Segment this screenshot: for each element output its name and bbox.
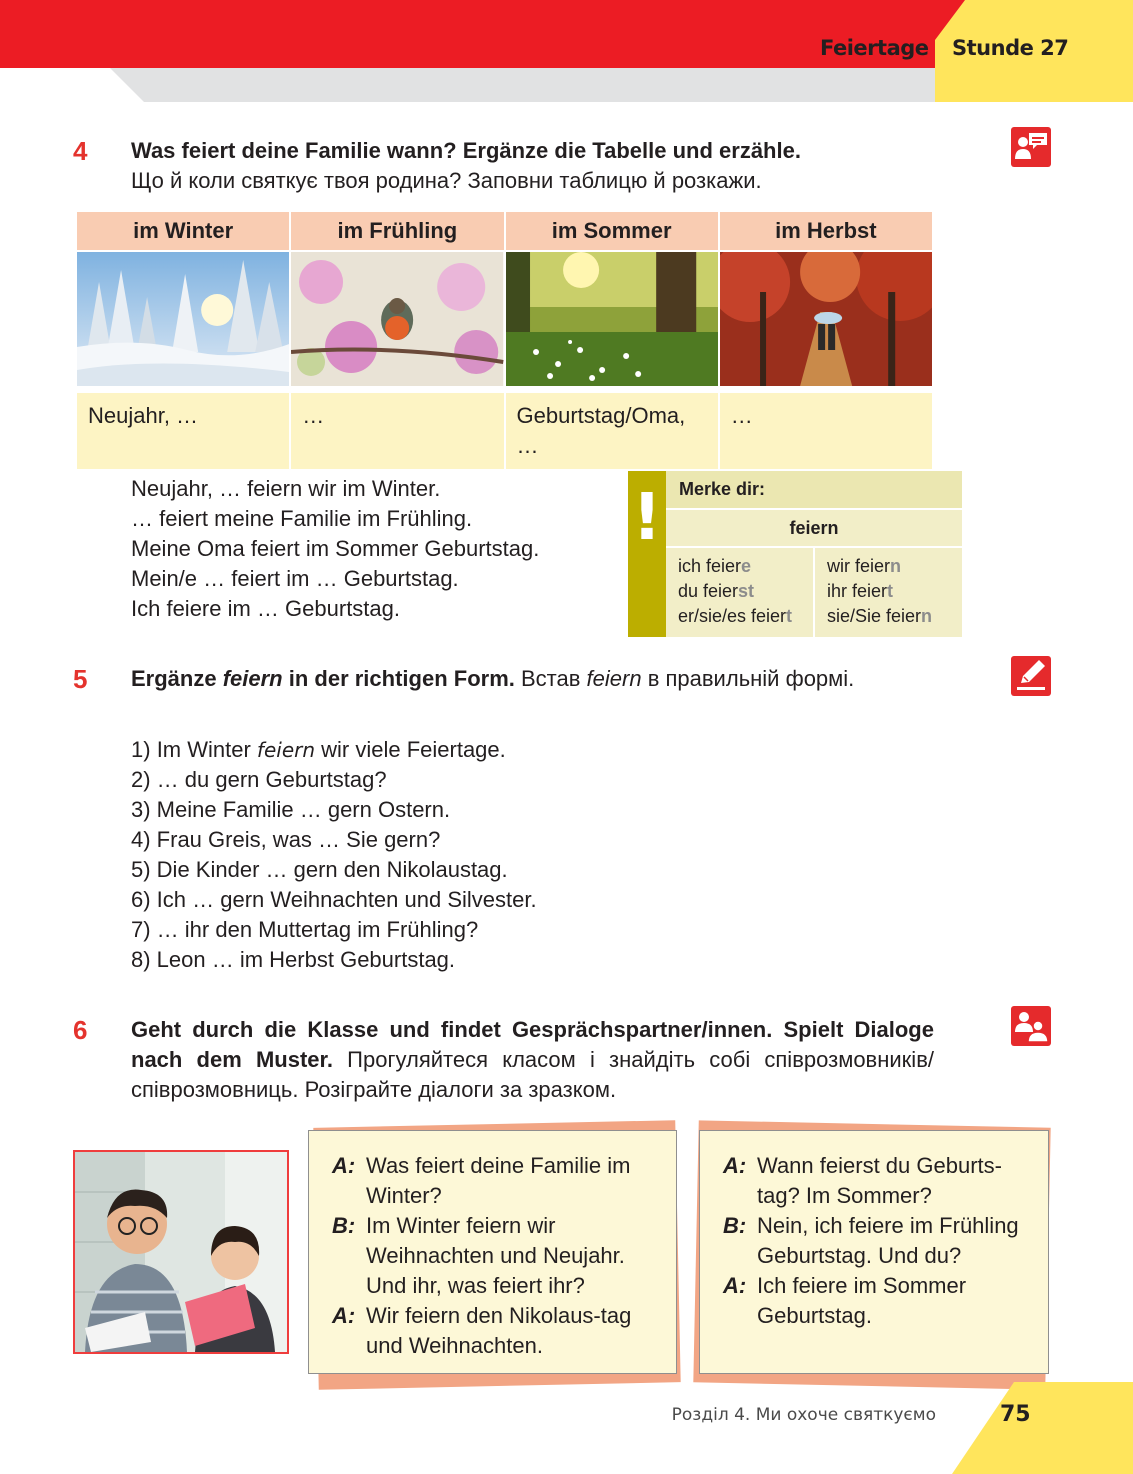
children-photo	[73, 1150, 289, 1354]
conjugation-row: er/sie/es feiert	[678, 606, 793, 626]
autumn-photo	[719, 251, 933, 392]
writing-icon	[1011, 656, 1051, 696]
speaking-icon	[1011, 127, 1051, 167]
seasons-table	[75, 210, 934, 471]
page-number: 75	[1000, 1402, 1031, 1427]
exercise-5-item: 4) Frau Greis, was … Sie gern?	[131, 827, 441, 852]
answer-winter: Neujahr, …	[76, 392, 290, 470]
spring-photo	[290, 251, 504, 392]
answer-summer: Geburtstag/Oma, …	[505, 392, 719, 470]
dialog-card-1	[308, 1130, 677, 1374]
dialog-card-2	[699, 1130, 1049, 1374]
footer-yellow-tab	[952, 1382, 1133, 1474]
answer-autumn: …	[719, 392, 933, 470]
exercise-4-task-uk: Що й коли святкує твоя родина? Заповни таблицю й розкажи.	[131, 168, 762, 193]
exercise-6-task: Geht durch die Klasse und findet Gesprächspartner/innen. Spielt Dialoge nach dem Muster. Прогуляйтеся класом і знайдіть собі співрозмовників/співрозмовниць. Розіграйте діалоги за зразком.	[131, 1017, 934, 1102]
merke-title: Merke dir:	[666, 471, 962, 508]
exercise-5-number: 5	[73, 664, 88, 694]
season-header-autumn: im Herbst	[719, 211, 933, 251]
exercise-5-item: 5) Die Kinder … gern den Nikolaustag.	[131, 857, 508, 882]
dialog-line: B: Im Winter feiern wir Weihnachten und Neujahr. Und ihr, was feiert ihr?	[332, 1213, 625, 1298]
header-grey-band	[110, 68, 950, 102]
exercise-5-item: 6) Ich … gern Weihnachten und Silvester.	[131, 887, 537, 912]
exercise-4-task-de: Was feiert deine Familie wann? Ergänze die Tabelle und erzähle.	[131, 138, 801, 163]
exercise-5-task: Ergänze feiern in der richtigen Form. Встав feiern в правильній формі.	[131, 666, 855, 691]
season-header-spring: im Frühling	[290, 211, 504, 251]
winter-photo	[76, 251, 290, 392]
footer-chapter: Розділ 4. Ми охоче святкуємо	[671, 1405, 936, 1425]
sentence: Meine Oma feiert im Sommer Geburtstag.	[131, 536, 540, 561]
dialog-line: A: Ich feiere im Sommer Geburtstag.	[723, 1273, 967, 1328]
exercise-4-number: 4	[73, 136, 88, 166]
sentence: Mein/e … feiert im … Geburtstag.	[131, 566, 459, 591]
conjugation-row: ihr feiert	[827, 581, 894, 601]
header-topic: Feiertage	[820, 36, 929, 60]
merke-singular	[666, 548, 813, 637]
merke-verb: feiern	[666, 510, 962, 546]
header-red-band	[0, 0, 960, 68]
conjugation-row: wir feiern	[827, 556, 902, 576]
answer-spring: …	[290, 392, 504, 470]
header-lesson: Stunde 27	[952, 36, 1069, 60]
conjugation-row: sie/Sie feiern	[827, 606, 933, 626]
pair-work-icon	[1011, 1006, 1051, 1046]
summer-photo	[505, 251, 719, 392]
exercise-4-task	[131, 136, 934, 196]
sentence: Neujahr, … feiern wir im Winter.	[131, 476, 441, 501]
merke-plural	[815, 548, 962, 637]
dialog-line: A: Wann feierst du Geburts-tag? Im Sommer?	[723, 1153, 1002, 1208]
dialog-line: B: Nein, ich feiere im Frühling Geburtstag. Und du?	[723, 1213, 1019, 1268]
conjugation-row: ich feiere	[678, 556, 752, 576]
exclamation-icon: !	[632, 481, 662, 555]
sentence: Ich feiere im … Geburtstag.	[131, 596, 400, 621]
exercise-5-item: 8) Leon … im Herbst Geburtstag.	[131, 947, 456, 972]
exercise-5-item: 1) Im Winter feiern wir viele Feiertage.	[131, 737, 506, 762]
exercise-4-sentences	[131, 474, 539, 624]
exercise-5-list	[131, 735, 537, 975]
merke-dir-box	[628, 471, 962, 637]
exercise-5-item: 7) … ihr den Muttertag im Frühling?	[131, 917, 479, 942]
exercise-5-item: 2) … du gern Geburtstag?	[131, 767, 387, 792]
exercise-6-number: 6	[73, 1015, 88, 1045]
season-header-winter: im Winter	[76, 211, 290, 251]
conjugation-row: du feierst	[678, 581, 755, 601]
sentence: … feiert meine Familie im Frühling.	[131, 506, 473, 531]
dialog-line: A: Was feiert deine Familie im Winter?	[332, 1153, 631, 1208]
exercise-5-item: 3) Meine Familie … gern Ostern.	[131, 797, 451, 822]
season-header-summer: im Sommer	[505, 211, 719, 251]
dialog-line: A: Wir feiern den Nikolaus-tag und Weihnachten.	[332, 1303, 632, 1358]
